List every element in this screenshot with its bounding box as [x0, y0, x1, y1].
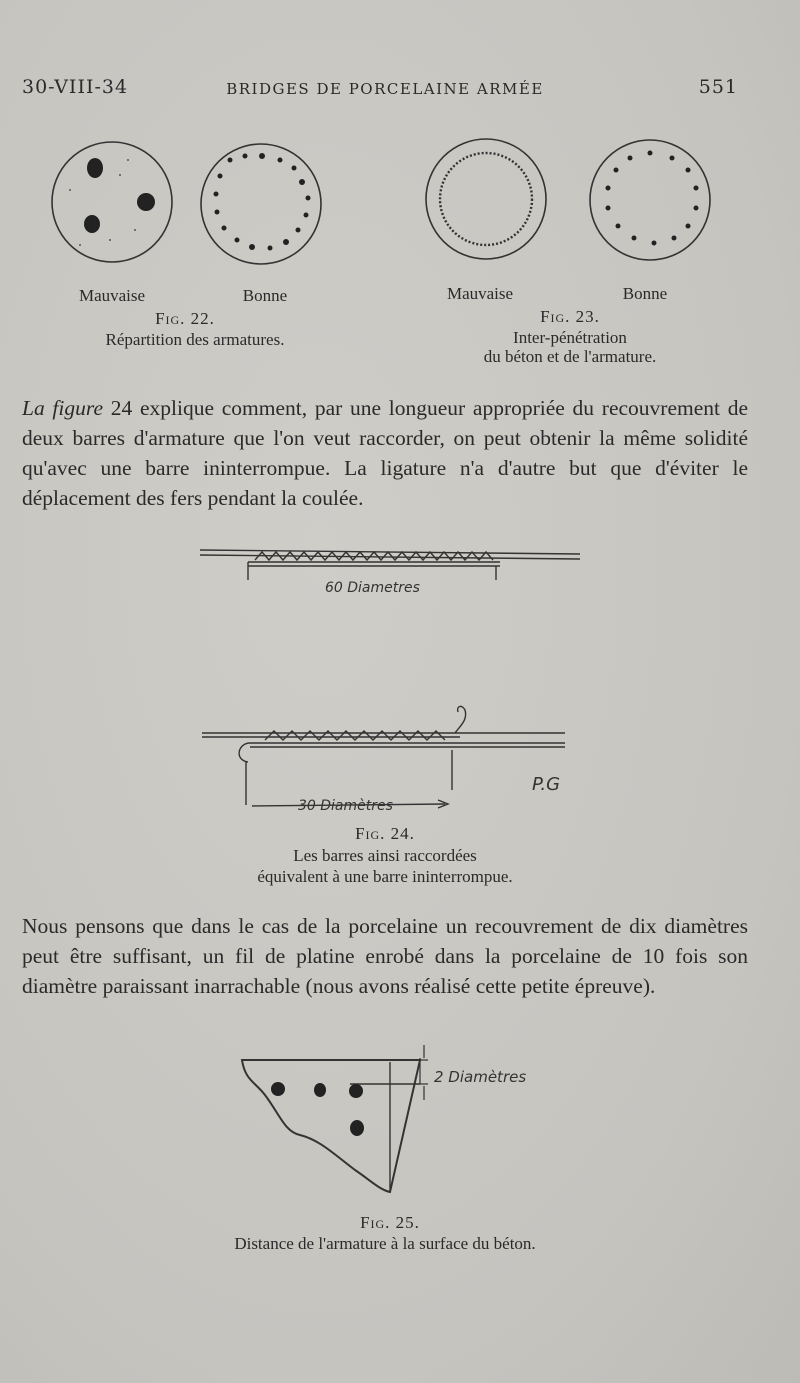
fig23-caption-line1: Inter-pénétration: [513, 328, 627, 347]
fig22-good-label: Bonne: [242, 286, 288, 305]
paragraph-1-text: 24 explique comment, par une longueur appropriée du recouvrement de deux barres d'armature que l'on veut raccorder, on peut obtenir la même solidité qu'avec une barre ininterrompue. La ligature n'a d'autre but que d'éviter le déplacement des fers pendant la coulée.: [22, 396, 748, 510]
fig22-caption: Répartition des armatures.: [105, 330, 285, 349]
fig23-good-label: Bonne: [622, 284, 668, 303]
fig23-bad-label: Mauvaise: [446, 284, 514, 303]
fig23-bad-circle: [426, 139, 546, 259]
fig22-bad-label: Mauvaise: [78, 286, 146, 305]
page-number: 551: [698, 76, 738, 98]
fig24-drawings: [190, 540, 610, 820]
fig25-label: 2 Diamètres: [434, 1068, 527, 1086]
fig24-number: Fig. 24.: [355, 824, 415, 843]
fig23-number: Fig. 23.: [540, 307, 600, 326]
paragraph-1: [22, 393, 748, 513]
fig23-caption-line2: du béton et de l'armature.: [483, 347, 657, 366]
fig22-good-circle: [201, 144, 321, 264]
fig22-23-drawings: [40, 130, 730, 275]
fig24-top-label: 60 Diametres: [325, 580, 420, 596]
fig24-bottom-label: 30 Diamètres: [298, 798, 393, 814]
paragraph-1-italic: La figure: [22, 396, 103, 420]
header-date: 30-VIII-34: [22, 76, 129, 98]
paragraph-2: Nous pensons que dans le cas de la porcelaine un recouvrement de dix diamètres peut être suffisant, un fil de platine enrobé dans la porcelaine de 10 fois son diamètre paraissant inarrachable (nous avons réalisé cette petite épreuve).: [22, 914, 748, 998]
fig25-caption: Distance de l'armature à la surface du béton.: [234, 1234, 536, 1253]
fig23-good-circle: [590, 140, 710, 260]
fig25-drawing: [230, 1040, 560, 1200]
running-title: BRIDGES DE PORCELAINE ARMÉE: [226, 80, 544, 98]
fig24-caption-line2: équivalent à une barre ininterrompue.: [257, 867, 513, 886]
fig25-number: Fig. 25.: [360, 1213, 420, 1232]
fig24-caption-line1: Les barres ainsi raccordées: [293, 846, 477, 865]
fig22-number: Fig. 22.: [155, 309, 215, 328]
fig24-initials: P.G: [532, 774, 561, 795]
